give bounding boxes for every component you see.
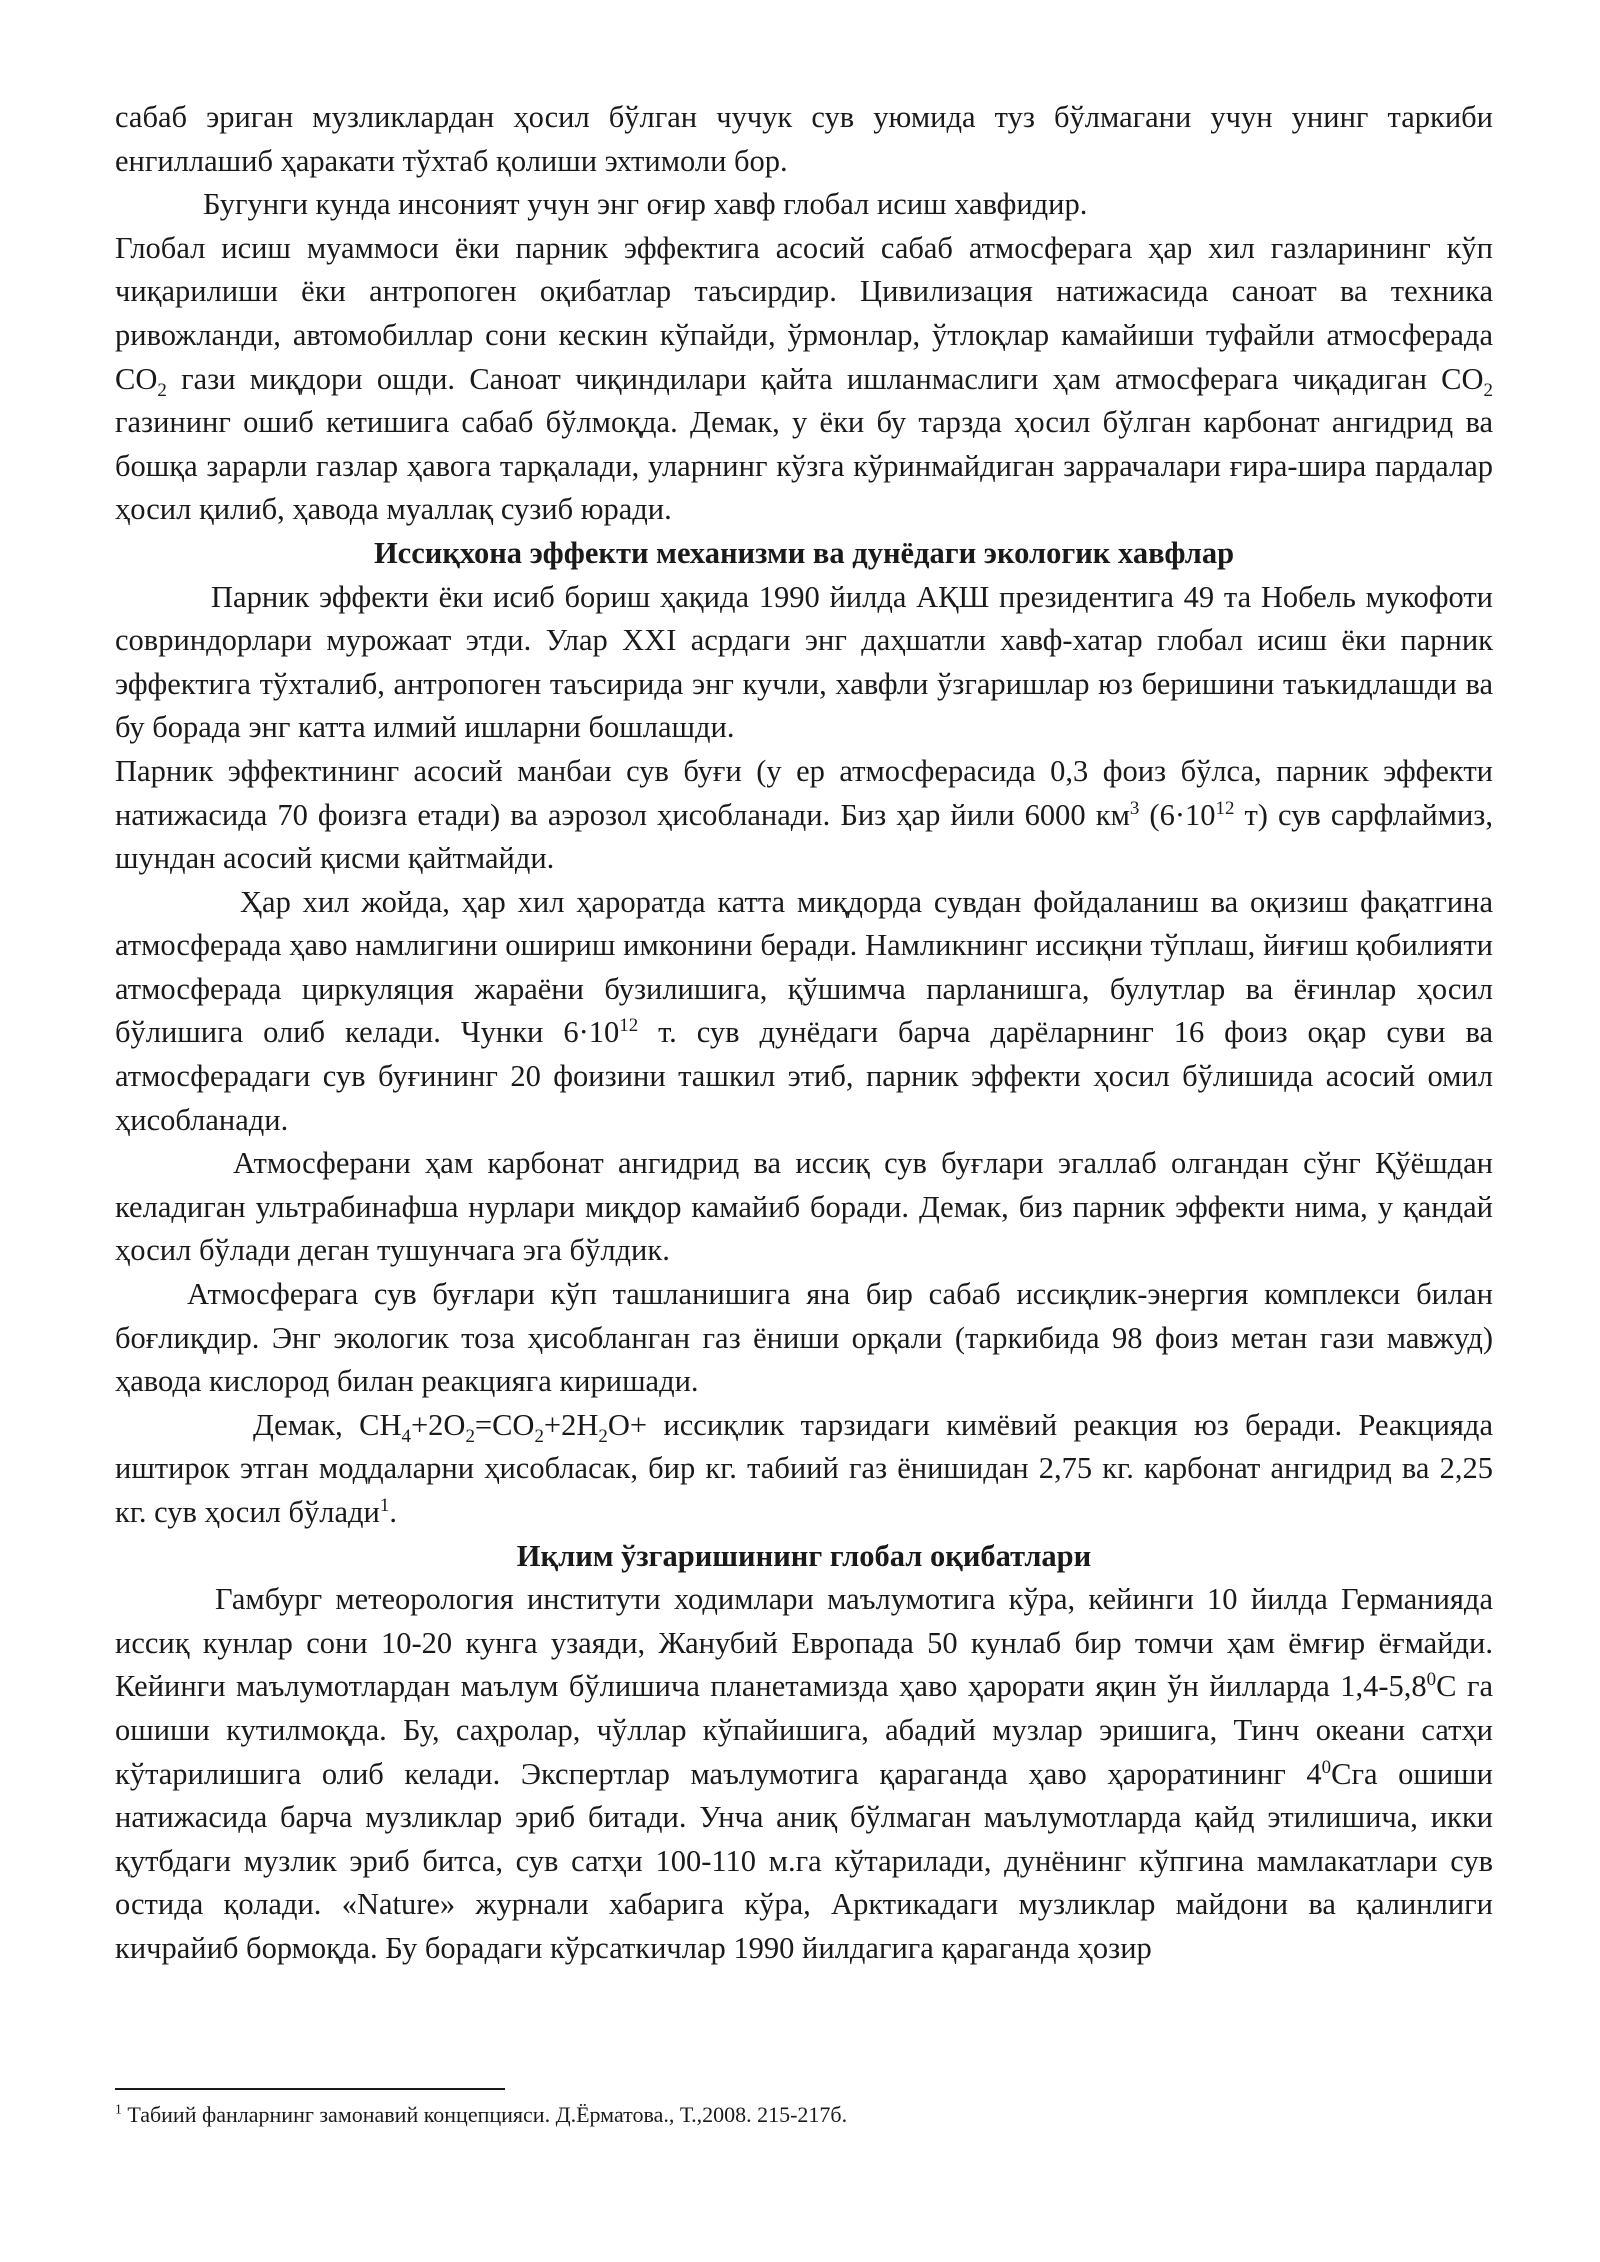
- paragraph-global-warming: Глобал исиш муаммоси ёки парник эффектига асосий сабаб атмосферага ҳар хил газларининг кўп чиқарилиши ёки антропоген оқибатлар таъсирдир. Цивилизация натижасида саноат ва техника ривожланди, автомобиллар сони кескин кўпайди, ўрмонлар, ўтлоқлар камайиши туфайли атмосферада $CO_2$ гази миқдори ошди. Саноат чиқиндилари қайта ишланмаслиги ҳам атмосферага чиқадиган $CO_2$ газининг ошиб кетишига сабаб бўлмоқда. Демак, у ёки бу тарзда ҳосил бўлган карбонат ангидрид ва бошқа зарарли газлар ҳавога тарқалади, уларнинг кўзга кўринмайдиган заррачалари ғира-шира пардалар ҳосил қилиб, ҳавода муаллақ сузиб юради.: [115, 230, 1493, 527]
- footnote-reference: 1: [379, 1494, 390, 1516]
- section-heading-climate-change: Иқлим ўзгаришининг глобал оқибатлари: [516, 1538, 1092, 1573]
- section-heading-greenhouse: Иссиқхона эффекти механизми ва дунёдаги экологик хавфлар: [373, 535, 1235, 570]
- paragraph-energy-complex: Атмосферага сув буғлари кўп ташланишига яна бир сабаб иссиқлик-энергия комплекси билан боғлиқдир. Энг экологик тоза ҳисобланган газ ёниши орқали (таркибида 98 фоиз метан гази мавжуд) ҳавода кислород билан реакцияга киришади.: [115, 1277, 1493, 1399]
- paragraph-intro: Бугунги кунда инсоният учун энг оғир хавф глобал исиш хавфидир.: [203, 187, 1088, 222]
- paragraph-reaction: Демак, $CH_4+2O_2=CO_2+2H_2O+$ иссиқлик тарзидаги кимёвий реакция юз беради. Реакцияда иштирок этган моддаларни ҳисобласак, бир кг. табиий газ ёнишидан 2,75 кг. карбонат ангидрид ва 2,25 кг. сув ҳосил бўлади$^1$.: [115, 1407, 1493, 1529]
- footnote-text: Табиий фанларнинг замонавий концепцияси. Д.Ёрматова., Т.,2008. 215-217б.: [121, 2102, 848, 2127]
- footnote: [115, 2100, 1493, 2130]
- paragraph-ultraviolet: Атмосферани ҳам карбонат ангидрид ва иссиқ сув буғлари эгаллаб олгандан сўнг Қўёшдан келадиган ультрабинафша нурлари миқдор камайиб боради. Демак, биз парник эффекти нима, у қандай ҳосил бўлади деган тушунчага эга бўлдик.: [115, 1146, 1493, 1268]
- document-page: [115, 96, 1493, 1971]
- paragraph-hamburg-institute: Гамбург метеорология институти ходимлари маълумотига кўра, кейинги 10 йилда Германияда иссиқ кунлар сони 10-20 кунга узаяди, Жанубий Европада 50 кунлаб бир томчи ҳам ёмғир ёғмайди. Кейинги маълумотлардан маълум бўлишича планетамизда ҳаво ҳарорати яқин ўн йилларда $1,4-5,8^0С$ га ошиши кутилмоқда. Бу, саҳролар, чўллар кўпайишига, абадий музлар эришига, Тинч океани сатҳи кўтарилишига олиб келади. Экспертлар маълумотига қараганда ҳаво ҳароратининг $4^0Сга$ ошиши натижасида барча музликлар эриб битади. Унча аниқ бўлмаган маълумотларда қайд этилишича, икки қутбдаги музлик эриб битса, сув сатҳи 100-110 м.га кўтарилади, дунёнинг кўпгина мамлакатлари сув остида қолади. «Nature» журнали хабарига кўра, Арктикадаги музликлар майдони ва қалинлиги кичрайиб бормоқда. Бу борадаги кўрсаткичлар 1990 йилдагига қараганда ҳозир: [115, 1582, 1493, 1965]
- paragraph-water-vapor: Парник эффектининг асосий манбаи сув буғи (у ер атмосферасида 0,3 фоиз бўлса, парник эффекти натижасида 70 фоизга етади) ва аэрозол ҳисобланади. Биз ҳар йили 6000 $км^3$ ($6\cdot 10^{12}$ т) сув сарфлаймиз, шундан асосий қисми қайтмайди.: [115, 753, 1493, 876]
- paragraph-humidity: Ҳар хил жойда, ҳар хил ҳароратда катта миқдорда сувдан фойдаланиш ва оқизиш фақатгина атмосферада ҳаво намлигини ошириш имконини беради. Намликнинг иссиқни тўплаш, йиғиш қобилияти атмосферада циркуляция жараёни бузилишига, қўшимча парланишга, булутлар ва ёғинлар ҳосил бўлишига олиб келади. Чунки $6\cdot 10^{12}$ т. сув дунёдаги барча дарёларнинг 16 фоиз оқар суви ва атмосферадаги сув буғининг 20 фоизини ташкил этиб, парник эффекти ҳосил бўлишида асосий омил ҳисобланади.: [115, 884, 1493, 1137]
- footnote-divider: [115, 2088, 505, 2090]
- paragraph-continuation: сабаб эриган музликлардан ҳосил бўлган чучук сув уюмида туз бўлмагани учун унинг таркиби енгиллашиб ҳаракати тўхтаб қолиши эхтимоли бор.: [115, 100, 1493, 178]
- paragraph-nobel-appeal: Парник эффекти ёки исиб бориш ҳақида 1990 йилда АҚШ президентига 49 та Нобель мукофоти совриндорлари мурожаат этди. Улар XXI асрдаги энг даҳшатли хавф-хатар глобал исиш ёки парник эффектига тўхталиб, антропоген таъсирида энг кучли, хавфли ўзгаришлар юз беришини таъкидлашди ва бу борада энг катта илмий ишларни бошлашди.: [115, 579, 1493, 745]
- footnote-marker: 1: [115, 2101, 122, 2117]
